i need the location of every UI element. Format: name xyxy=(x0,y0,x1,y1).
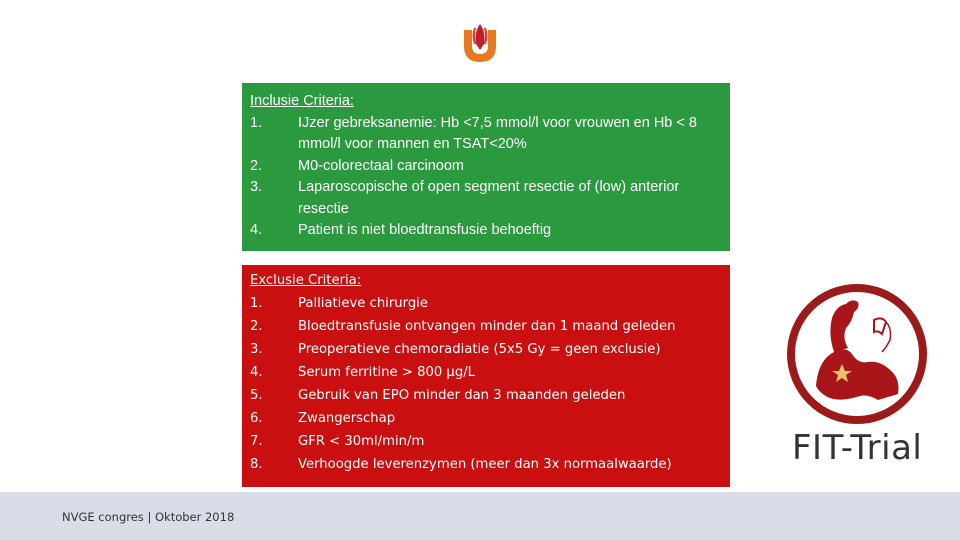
exclusion-item xyxy=(250,361,722,384)
item-text: Patient is niet bloedtransfusie behoeftig xyxy=(298,222,552,238)
exclusion-item xyxy=(250,292,722,315)
exclusion-item xyxy=(250,315,722,338)
fit-trial-label: FIT-Trial xyxy=(792,428,923,468)
exclusion-item xyxy=(250,453,722,476)
item-text: Palliatieve chirurgie xyxy=(298,296,428,311)
inclusion-heading: Inclusie Criteria: xyxy=(250,93,354,109)
inclusion-item xyxy=(250,220,722,242)
item-text: GFR < 30ml/min/m xyxy=(298,434,425,449)
item-number: 1. xyxy=(250,114,263,131)
item-text: Preoperatieve chemoradiatie (5x5 Gy = geen exclusie) xyxy=(298,342,661,357)
item-number: 4. xyxy=(250,365,263,380)
inclusion-item xyxy=(250,113,722,156)
footer-bar xyxy=(0,492,960,540)
exclusion-item xyxy=(250,338,722,361)
hospital-logo-icon xyxy=(462,22,498,64)
inclusion-criteria-box xyxy=(242,83,730,251)
exclusion-criteria-box xyxy=(242,265,730,487)
item-number: 4. xyxy=(250,222,263,238)
item-text: M0-colorectaal carcinoom xyxy=(298,157,465,174)
item-text: Verhoogde leverenzymen (meer dan 3x normaalwaarde) xyxy=(298,457,672,472)
item-number: 5. xyxy=(250,388,263,403)
item-text: Serum ferritine > 800 µg/L xyxy=(298,365,475,380)
item-number: 3. xyxy=(250,342,263,357)
exclusion-item xyxy=(250,430,722,453)
inclusion-item xyxy=(250,177,722,220)
item-text: IJzer gebreksanemie: Hb <7,5 mmol/l voor vrouwen en Hb < 8 mmol/l voor mannen en TSAT<20% xyxy=(298,114,697,152)
item-number: 6. xyxy=(250,411,263,426)
item-number: 3. xyxy=(250,179,263,195)
item-text: Gebruik van EPO minder dan 3 maanden geleden xyxy=(298,388,626,403)
footer-text: NVGE congres | Oktober 2018 xyxy=(62,510,235,524)
exclusion-item xyxy=(250,384,722,407)
item-text: Bloedtransfusie ontvangen minder dan 1 maand geleden xyxy=(298,319,676,334)
item-number: 1. xyxy=(250,296,263,311)
exclusion-item xyxy=(250,407,722,430)
item-number: 2. xyxy=(250,157,263,174)
inclusion-item xyxy=(250,156,722,178)
item-text: Laparoscopische of open segment resectie of (low) anterior resectie xyxy=(298,179,680,217)
exclusion-heading: Exclusie Criteria: xyxy=(250,273,362,288)
item-number: 2. xyxy=(250,319,263,334)
item-text: Zwangerschap xyxy=(298,411,396,426)
item-number: 8. xyxy=(250,457,263,472)
item-number: 7. xyxy=(250,434,263,449)
